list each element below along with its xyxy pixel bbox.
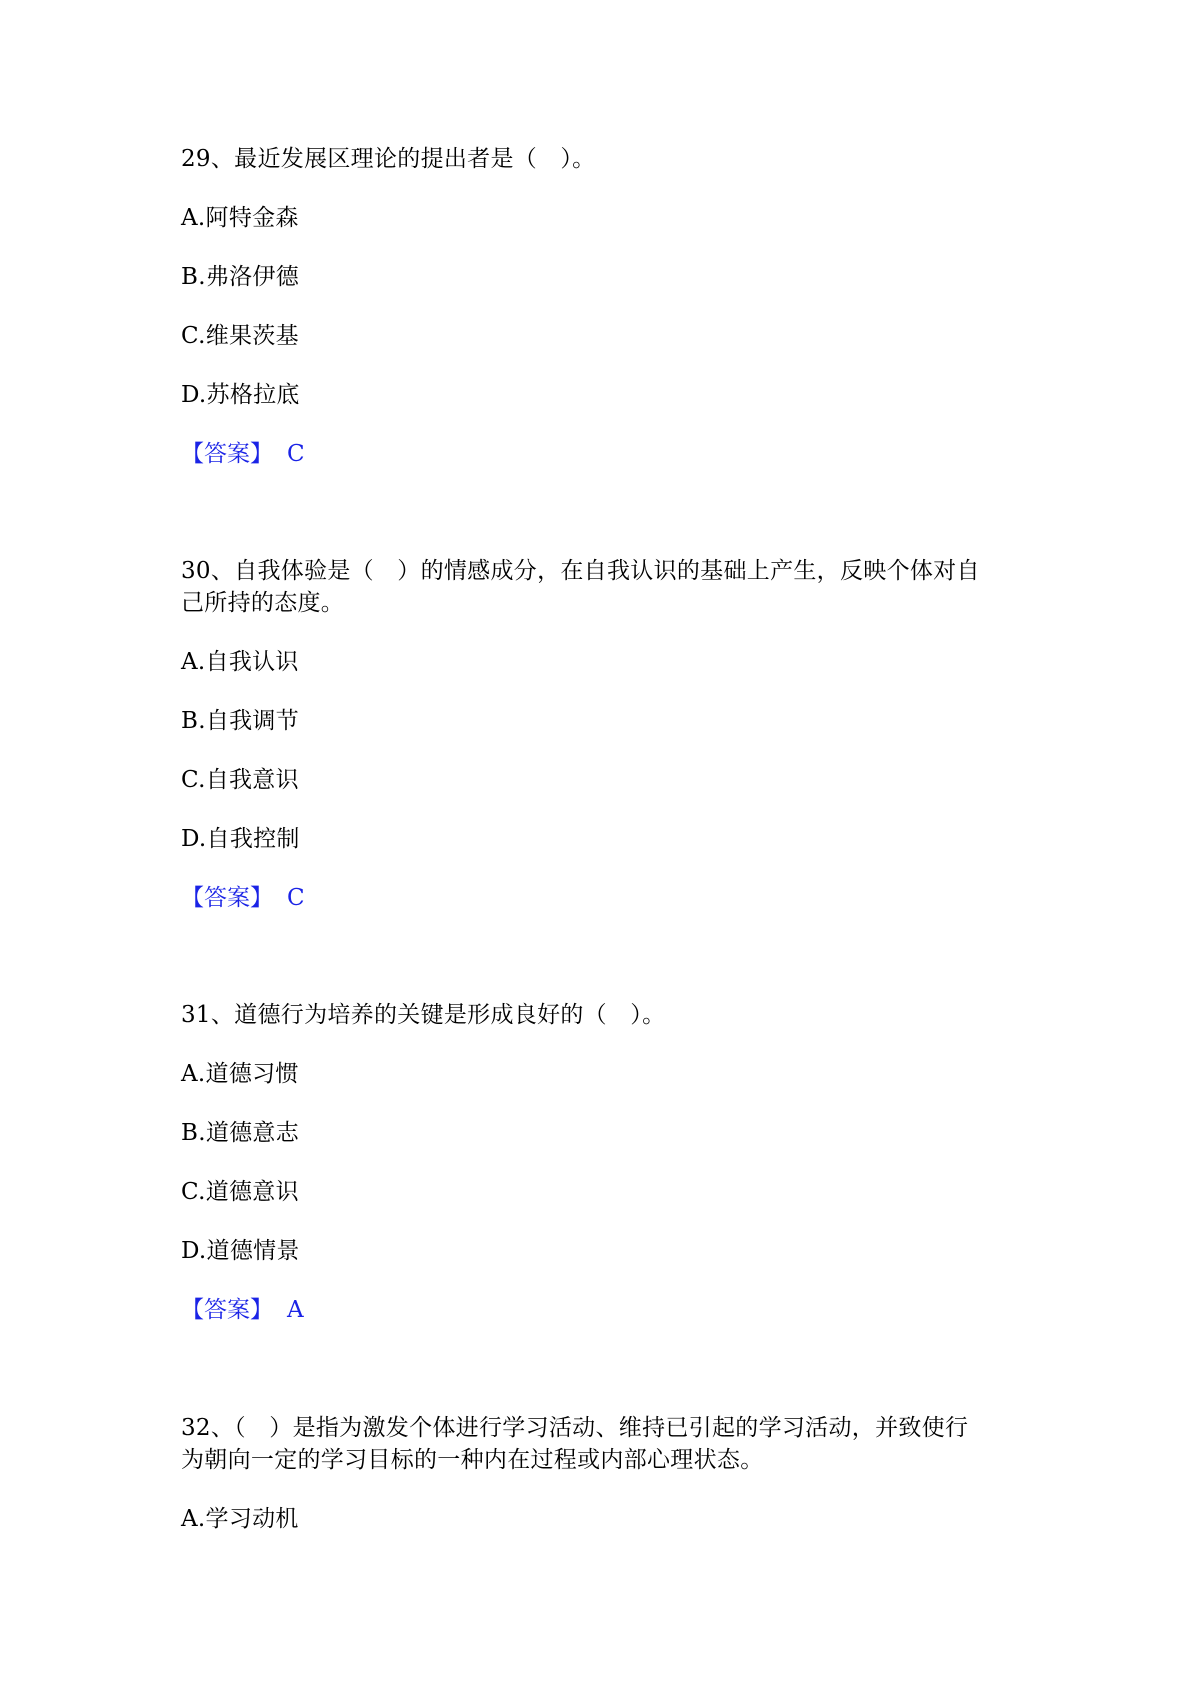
question-32-option-a: A.学习动机 xyxy=(181,1506,299,1532)
question-29-option-a: A.阿特金森 xyxy=(181,205,299,231)
question-29-option-d: D.苏格拉底 xyxy=(181,382,300,408)
answer-label: 【答案】 xyxy=(181,1297,273,1323)
answer-value: C xyxy=(287,441,305,467)
question-30-option-b: B.自我调节 xyxy=(181,708,300,734)
question-31-option-c: C.道德意识 xyxy=(181,1179,299,1205)
question-31-option-a: A.道德习惯 xyxy=(181,1061,299,1087)
question-30-answer xyxy=(181,883,305,913)
question-29-stem: 29、最近发展区理论的提出者是（ ）。 xyxy=(181,146,596,172)
question-30-stem-line-2: 己所持的态度。 xyxy=(181,590,345,616)
question-31-option-d: D.道德情景 xyxy=(181,1238,300,1264)
answer-label: 【答案】 xyxy=(181,885,273,911)
question-31-answer xyxy=(181,1295,304,1325)
question-30-stem-line-1: 30、自我体验是（ ）的情感成分，在自我认识的基础上产生，反映个体对自 xyxy=(181,558,980,584)
question-31-stem: 31、道德行为培养的关键是形成良好的（ ）。 xyxy=(181,1002,666,1028)
question-29-answer xyxy=(181,439,305,469)
answer-value: A xyxy=(287,1297,304,1323)
answer-value: C xyxy=(287,885,305,911)
answer-label: 【答案】 xyxy=(181,441,273,467)
question-30-option-d: D.自我控制 xyxy=(181,826,300,852)
question-30-option-a: A.自我认识 xyxy=(181,649,299,675)
question-29-option-c: C.维果茨基 xyxy=(181,323,299,349)
question-32-stem-line-1: 32、（ ）是指为激发个体进行学习活动、维持已引起的学习活动，并致使行 xyxy=(181,1415,969,1441)
question-32-stem-line-2: 为朝向一定的学习目标的一种内在过程或内部心理状态。 xyxy=(181,1447,764,1473)
question-31-option-b: B.道德意志 xyxy=(181,1120,300,1146)
question-29-option-b: B.弗洛伊德 xyxy=(181,264,300,290)
question-30-option-c: C.自我意识 xyxy=(181,767,299,793)
